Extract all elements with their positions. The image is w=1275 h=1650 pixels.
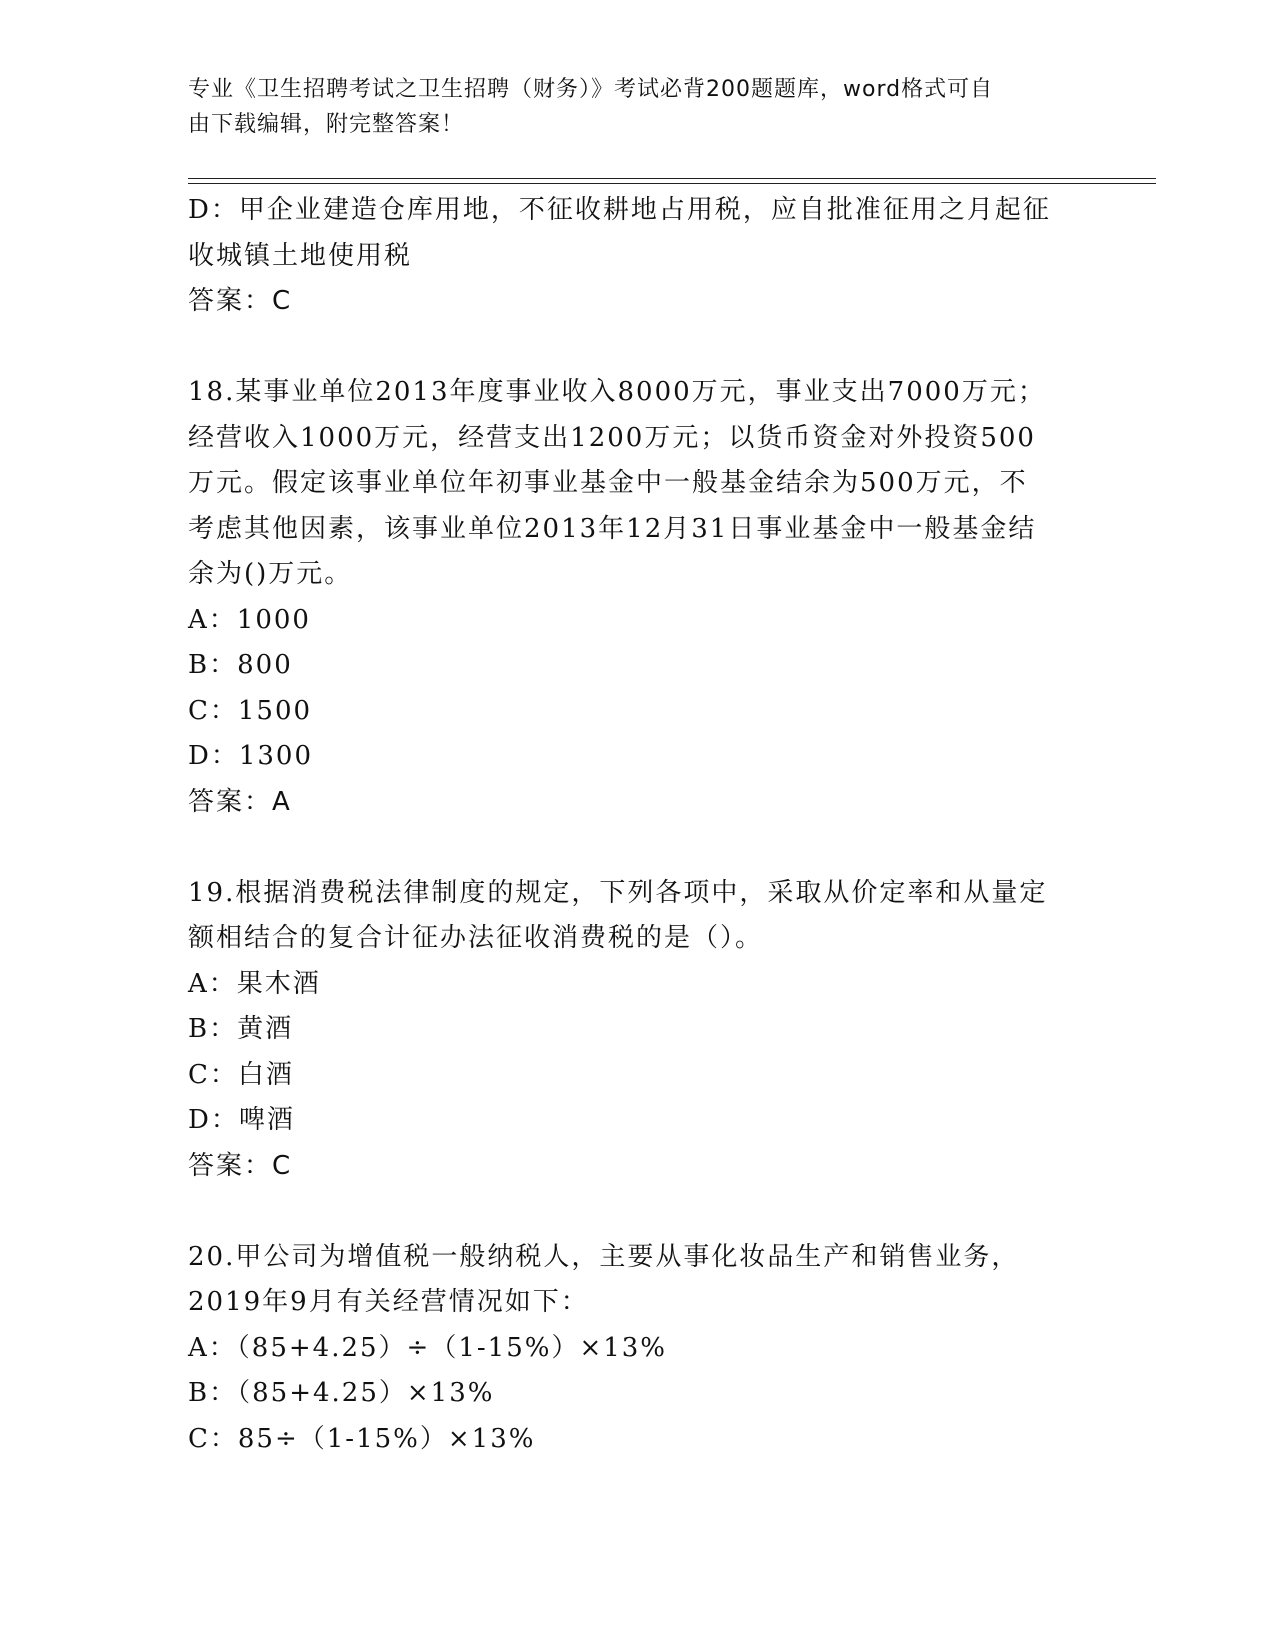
question-20: [188, 1235, 1068, 1463]
option-a: A：果木酒: [188, 968, 321, 999]
option-c: C：白酒: [188, 1059, 294, 1090]
question-text-line: 经营收入1000万元，经营支出1200万元；以货币资金对外投资500: [188, 422, 1036, 453]
answer-line: 答案：C: [188, 286, 293, 316]
spacer: [188, 1189, 1068, 1235]
question-18: [188, 370, 1068, 825]
option-b: B：800: [188, 650, 293, 680]
option-b: B：黄酒: [188, 1014, 294, 1044]
option-b: B：（85+4.25）×13%: [188, 1378, 495, 1408]
header-rule-bottom: [188, 183, 1156, 184]
question-text-line: 2019年9月有关经营情况如下：: [188, 1287, 589, 1317]
question-text-line: 余为()万元。: [188, 559, 353, 589]
header-line-1: 专业《卫生招聘考试之卫生招聘（财务）》考试必背200题题库，word格式可自: [188, 77, 994, 102]
spacer: [188, 825, 1068, 871]
question-text-line: 19.根据消费税法律制度的规定，下列各项中，采取从价定率和从量定: [188, 877, 1048, 908]
header-line-2: 由下载编辑，附完整答案！: [188, 112, 465, 137]
question-text-line: 18.某事业单位2013年度事业收入8000万元，事业支出7000万元；: [188, 377, 1046, 407]
previous-question-tail: [188, 188, 1068, 325]
question-text-line: 考虑其他因素，该事业单位2013年12月31日事业基金中一般基金结: [188, 513, 1037, 544]
answer-line: 答案：A: [188, 786, 292, 817]
question-19: [188, 871, 1068, 1190]
option-d: D：1300: [188, 741, 314, 771]
option-d-line-2: 收城镇土地使用税: [188, 240, 413, 271]
option-c: C：85÷（1-15%）×13%: [188, 1423, 536, 1454]
page-header: [188, 72, 1068, 142]
document-body: [188, 188, 1068, 1462]
question-text-line: 20.甲公司为增值税一般纳税人，主要从事化妆品生产和销售业务，: [188, 1241, 1020, 1272]
option-d-line-1: D：甲企业建造仓库用地，不征收耕地占用税，应自批准征用之月起征: [188, 195, 1051, 225]
answer-line: 答案：C: [188, 1150, 293, 1181]
option-a: A：（85+4.25）÷（1-15%）×13%: [188, 1332, 668, 1363]
option-a: A：1000: [188, 604, 311, 635]
header-rule-top: [188, 178, 1156, 179]
question-text-line: 额相结合的复合计征办法征收消费税的是（）。: [188, 923, 764, 953]
option-d: D：啤酒: [188, 1105, 295, 1135]
question-text-line: 万元。假定该事业单位年初事业基金中一般基金结余为500万元，不: [188, 468, 1028, 498]
spacer: [188, 325, 1068, 371]
option-c: C：1500: [188, 695, 313, 726]
